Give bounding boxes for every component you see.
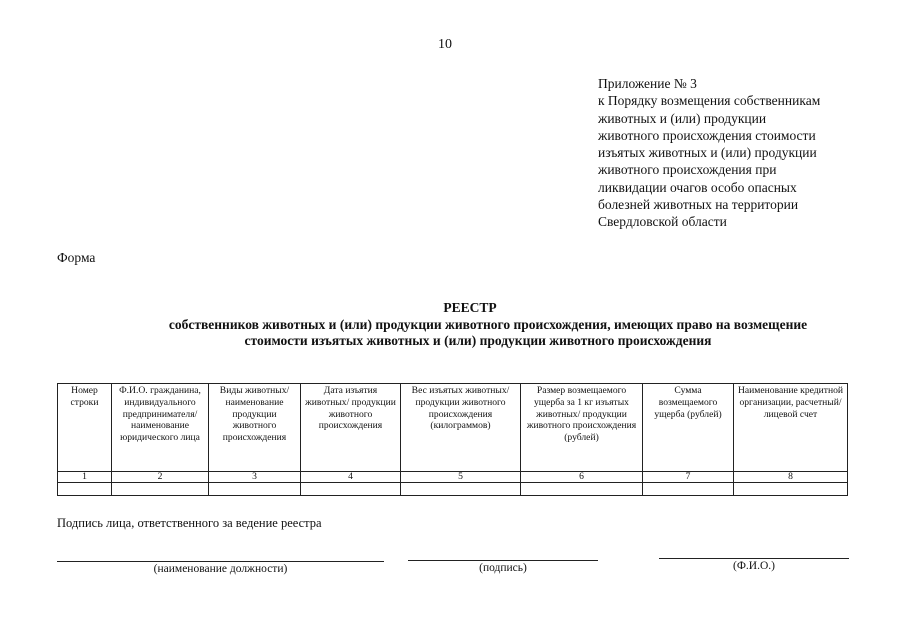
header-cell-animal-type: Виды животных/ наименование продукции животного происхождения: [209, 384, 301, 472]
table-header-row: [58, 384, 848, 472]
signature-label: Подпись лица, ответственного за ведение реестра: [57, 516, 322, 530]
table-cell: [58, 483, 112, 496]
document-title: [40, 300, 900, 350]
column-number: 2: [112, 472, 209, 483]
column-number: 3: [209, 472, 301, 483]
header-cell-full-name: Ф.И.О. гражданина, индивидуального предпринимателя/ наименование юридического лица: [112, 384, 209, 472]
header-cell-weight: Вес изъятых животных/продукции животного происхождения (килограммов): [401, 384, 521, 472]
column-number: 6: [521, 472, 643, 483]
table-cell: [209, 483, 301, 496]
table-cell: [301, 483, 401, 496]
column-number: 5: [401, 472, 521, 483]
signature-line: [408, 560, 598, 561]
name-caption: (Ф.И.О.): [733, 560, 775, 572]
appendix-line: животного происхождения стоимости: [598, 127, 816, 143]
appendix-line: болезней животных на территории: [598, 197, 799, 213]
appendix-line: Приложение № 3: [598, 76, 697, 91]
appendix-line: изъятых животных и (или) продукции: [598, 145, 817, 161]
title-main: РЕЕСТР: [443, 300, 497, 315]
table-cell: [401, 483, 521, 496]
name-signature-line: [659, 558, 849, 559]
table-cell: [112, 483, 209, 496]
appendix-block: [598, 75, 898, 231]
column-number: 8: [734, 472, 848, 483]
table-row: [58, 483, 848, 496]
form-label: Форма: [57, 250, 96, 265]
table-cell: [521, 483, 643, 496]
header-cell-row-number: Номер строки: [58, 384, 112, 472]
appendix-line: животных и (или) продукции: [598, 110, 767, 126]
signature-caption: (подпись): [479, 562, 527, 574]
column-number: 1: [58, 472, 112, 483]
table-number-row: [58, 472, 848, 483]
appendix-line: ликвидации очагов особо опасных: [598, 179, 797, 195]
table-cell: [643, 483, 734, 496]
appendix-line: к Порядку возмещения собственникам: [598, 93, 821, 109]
page-number: 10: [438, 37, 452, 52]
appendix-line: животного происхождения при: [598, 162, 777, 178]
title-line-1: собственников животных и (или) продукции животного происхождения, имеющих право на возмещение: [168, 316, 808, 332]
title-line-2: стоимости изъятых животных и (или) продукции животного происхождения: [244, 333, 712, 348]
registry-table: [57, 383, 848, 496]
column-number: 7: [643, 472, 734, 483]
header-cell-bank-account: Наименование кредитной организации, расчетный/лицевой счет: [734, 384, 848, 472]
appendix-line: Свердловской области: [598, 214, 727, 230]
table-cell: [734, 483, 848, 496]
position-signature-line: [57, 561, 384, 562]
column-number: 4: [301, 472, 401, 483]
position-caption: (наименование должности): [153, 563, 288, 575]
header-cell-damage-per-kg: Размер возмещаемого ущерба за 1 кг изъятых животных/ продукции животного происхождения (рублей): [521, 384, 643, 472]
header-cell-damage-sum: Сумма возмещаемого ущерба (рублей): [643, 384, 734, 472]
header-cell-seizure-date: Дата изъятия животных/ продукции животного происхождения: [301, 384, 401, 472]
